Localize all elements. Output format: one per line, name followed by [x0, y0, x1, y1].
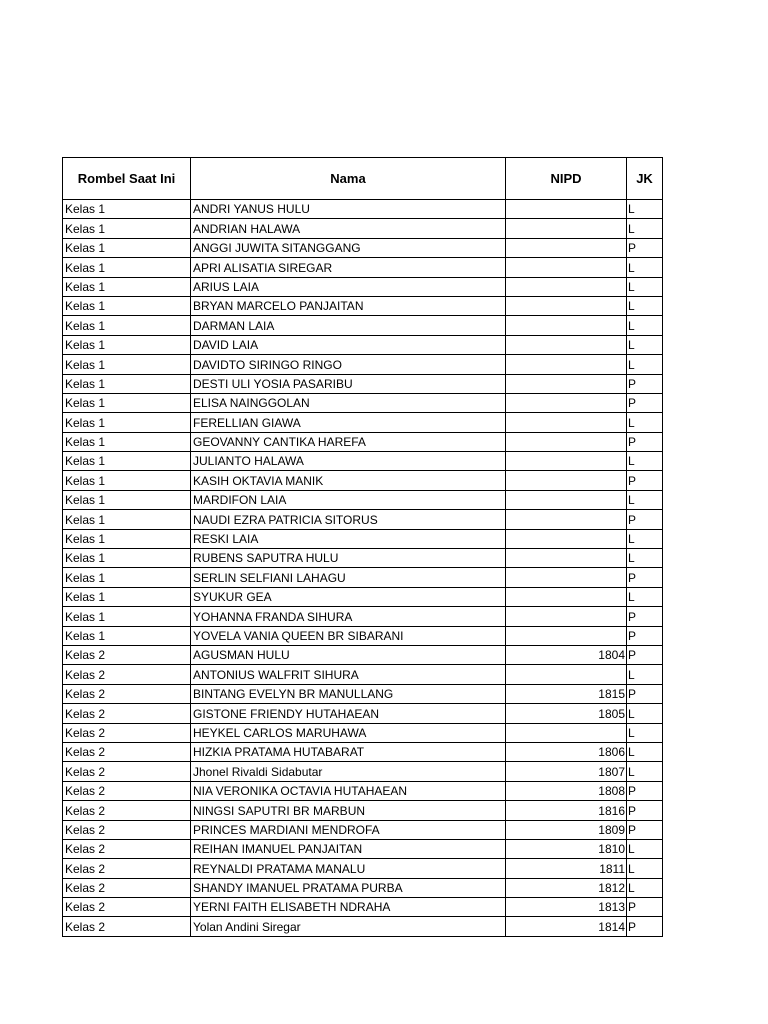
cell-nipd: 1811 [506, 859, 627, 878]
cell-nipd [506, 200, 627, 219]
cell-nama: DAVID LAIA [191, 335, 506, 354]
cell-jk: L [627, 258, 663, 277]
cell-rombel: Kelas 1 [63, 432, 191, 451]
cell-jk: P [627, 510, 663, 529]
cell-nipd [506, 471, 627, 490]
cell-rombel: Kelas 2 [63, 684, 191, 703]
header-nipd: NIPD [506, 158, 627, 200]
cell-jk: P [627, 626, 663, 645]
cell-nipd [506, 452, 627, 471]
cell-nipd [506, 393, 627, 412]
cell-nama: ANDRI YANUS HULU [191, 200, 506, 219]
table-row [63, 258, 663, 277]
cell-nama: AGUSMAN HULU [191, 645, 506, 664]
cell-nipd [506, 374, 627, 393]
cell-nama: Yolan Andini Siregar [191, 917, 506, 936]
cell-nama: Jhonel Rivaldi Sidabutar [191, 762, 506, 781]
cell-nama: BRYAN MARCELO PANJAITAN [191, 296, 506, 315]
cell-rombel: Kelas 1 [63, 452, 191, 471]
cell-rombel: Kelas 1 [63, 568, 191, 587]
cell-nipd [506, 219, 627, 238]
cell-nipd: 1806 [506, 742, 627, 761]
cell-nipd: 1809 [506, 820, 627, 839]
cell-jk: L [627, 413, 663, 432]
cell-nipd [506, 490, 627, 509]
cell-rombel: Kelas 1 [63, 374, 191, 393]
cell-nipd [506, 335, 627, 354]
cell-nama: GISTONE FRIENDY HUTAHAEAN [191, 704, 506, 723]
cell-rombel: Kelas 1 [63, 607, 191, 626]
cell-rombel: Kelas 2 [63, 878, 191, 897]
cell-nama: NIA VERONIKA OCTAVIA HUTAHAEAN [191, 781, 506, 800]
cell-jk: P [627, 374, 663, 393]
cell-jk: P [627, 393, 663, 412]
cell-nipd: 1812 [506, 878, 627, 897]
cell-jk: L [627, 587, 663, 606]
cell-jk: P [627, 471, 663, 490]
table-row [63, 839, 663, 858]
cell-nipd [506, 665, 627, 684]
cell-rombel: Kelas 1 [63, 296, 191, 315]
cell-rombel: Kelas 2 [63, 665, 191, 684]
cell-rombel: Kelas 1 [63, 238, 191, 257]
cell-jk: L [627, 742, 663, 761]
cell-jk: P [627, 432, 663, 451]
table-row [63, 878, 663, 897]
cell-jk: L [627, 277, 663, 296]
cell-nipd: 1808 [506, 781, 627, 800]
cell-rombel: Kelas 2 [63, 839, 191, 858]
cell-rombel: Kelas 1 [63, 490, 191, 509]
table-row [63, 355, 663, 374]
cell-jk: L [627, 490, 663, 509]
table-row [63, 277, 663, 296]
header-jk: JK [627, 158, 663, 200]
cell-nama: APRI ALISATIA SIREGAR [191, 258, 506, 277]
cell-nama: GEOVANNY CANTIKA HAREFA [191, 432, 506, 451]
cell-rombel: Kelas 1 [63, 219, 191, 238]
cell-jk: L [627, 452, 663, 471]
table-row [63, 645, 663, 664]
cell-jk: P [627, 801, 663, 820]
cell-nama: SHANDY IMANUEL PRATAMA PURBA [191, 878, 506, 897]
cell-nipd: 1816 [506, 801, 627, 820]
table-row [63, 607, 663, 626]
cell-jk: L [627, 335, 663, 354]
table-row [63, 413, 663, 432]
cell-nipd [506, 607, 627, 626]
cell-jk: L [627, 859, 663, 878]
cell-rombel: Kelas 2 [63, 898, 191, 917]
cell-jk: P [627, 607, 663, 626]
cell-jk: P [627, 781, 663, 800]
table-row [63, 820, 663, 839]
cell-jk: P [627, 645, 663, 664]
cell-nipd: 1810 [506, 839, 627, 858]
cell-rombel: Kelas 2 [63, 820, 191, 839]
cell-nama: ARIUS LAIA [191, 277, 506, 296]
table-row [63, 452, 663, 471]
cell-nama: ANDRIAN HALAWA [191, 219, 506, 238]
cell-nipd [506, 510, 627, 529]
cell-rombel: Kelas 1 [63, 355, 191, 374]
cell-nama: RESKI LAIA [191, 529, 506, 548]
cell-nipd [506, 432, 627, 451]
cell-jk: L [627, 704, 663, 723]
cell-rombel: Kelas 1 [63, 529, 191, 548]
cell-nama: DAVIDTO SIRINGO RINGO [191, 355, 506, 374]
cell-jk: L [627, 665, 663, 684]
cell-nipd [506, 723, 627, 742]
table-row [63, 219, 663, 238]
cell-rombel: Kelas 2 [63, 859, 191, 878]
cell-nipd: 1813 [506, 898, 627, 917]
cell-nama: REIHAN IMANUEL PANJAITAN [191, 839, 506, 858]
cell-nama: YERNI FAITH ELISABETH NDRAHA [191, 898, 506, 917]
table-row [63, 200, 663, 219]
student-roster [62, 157, 663, 937]
cell-nama: RUBENS SAPUTRA HULU [191, 549, 506, 568]
cell-nama: SYUKUR GEA [191, 587, 506, 606]
cell-nipd [506, 529, 627, 548]
cell-rombel: Kelas 2 [63, 801, 191, 820]
cell-rombel: Kelas 1 [63, 587, 191, 606]
table-row [63, 626, 663, 645]
cell-nipd [506, 626, 627, 645]
cell-rombel: Kelas 1 [63, 258, 191, 277]
table-row [63, 529, 663, 548]
cell-rombel: Kelas 1 [63, 413, 191, 432]
header-rombel: Rombel Saat Ini [63, 158, 191, 200]
cell-nama: ELISA NAINGGOLAN [191, 393, 506, 412]
cell-rombel: Kelas 2 [63, 917, 191, 936]
table-body [63, 200, 663, 937]
cell-jk: L [627, 549, 663, 568]
table-row [63, 801, 663, 820]
cell-nipd: 1815 [506, 684, 627, 703]
table-row [63, 587, 663, 606]
cell-jk: L [627, 316, 663, 335]
cell-jk: P [627, 684, 663, 703]
cell-nama: NAUDI EZRA PATRICIA SITORUS [191, 510, 506, 529]
cell-nipd: 1805 [506, 704, 627, 723]
cell-nama: YOHANNA FRANDA SIHURA [191, 607, 506, 626]
table-row [63, 568, 663, 587]
cell-rombel: Kelas 1 [63, 316, 191, 335]
cell-rombel: Kelas 2 [63, 645, 191, 664]
table-row [63, 898, 663, 917]
table-row [63, 393, 663, 412]
cell-nipd [506, 587, 627, 606]
cell-jk: L [627, 200, 663, 219]
cell-nipd [506, 316, 627, 335]
cell-nama: SERLIN SELFIANI LAHAGU [191, 568, 506, 587]
table-row [63, 917, 663, 936]
table-row [63, 490, 663, 509]
cell-nipd: 1807 [506, 762, 627, 781]
table-row [63, 762, 663, 781]
cell-nipd [506, 277, 627, 296]
cell-jk: P [627, 238, 663, 257]
cell-jk: L [627, 839, 663, 858]
table-row [63, 723, 663, 742]
cell-rombel: Kelas 1 [63, 510, 191, 529]
cell-rombel: Kelas 1 [63, 549, 191, 568]
cell-jk: L [627, 529, 663, 548]
table-row [63, 432, 663, 451]
table-row [63, 549, 663, 568]
cell-nama: JULIANTO HALAWA [191, 452, 506, 471]
table-row [63, 742, 663, 761]
header-row [63, 158, 663, 200]
cell-nama: MARDIFON LAIA [191, 490, 506, 509]
cell-jk: L [627, 355, 663, 374]
table-row [63, 510, 663, 529]
cell-nama: HEYKEL CARLOS MARUHAWA [191, 723, 506, 742]
cell-jk: P [627, 898, 663, 917]
cell-nama: DARMAN LAIA [191, 316, 506, 335]
cell-rombel: Kelas 1 [63, 471, 191, 490]
cell-nama: BINTANG EVELYN BR MANULLANG [191, 684, 506, 703]
cell-nipd [506, 413, 627, 432]
cell-nama: REYNALDI PRATAMA MANALU [191, 859, 506, 878]
cell-nipd: 1804 [506, 645, 627, 664]
cell-rombel: Kelas 2 [63, 762, 191, 781]
cell-rombel: Kelas 2 [63, 742, 191, 761]
cell-rombel: Kelas 1 [63, 393, 191, 412]
cell-nama: HIZKIA PRATAMA HUTABARAT [191, 742, 506, 761]
table-row [63, 471, 663, 490]
cell-nama: KASIH OKTAVIA MANIK [191, 471, 506, 490]
cell-nama: ANTONIUS WALFRIT SIHURA [191, 665, 506, 684]
table-row [63, 684, 663, 703]
student-table [62, 157, 663, 937]
cell-rombel: Kelas 1 [63, 335, 191, 354]
cell-jk: P [627, 917, 663, 936]
cell-nipd [506, 296, 627, 315]
table-row [63, 704, 663, 723]
table-row [63, 374, 663, 393]
table-row [63, 238, 663, 257]
cell-rombel: Kelas 1 [63, 626, 191, 645]
cell-nipd [506, 258, 627, 277]
cell-nama: DESTI ULI YOSIA PASARIBU [191, 374, 506, 393]
header-nama: Nama [191, 158, 506, 200]
cell-nama: ANGGI JUWITA SITANGGANG [191, 238, 506, 257]
table-row [63, 859, 663, 878]
table-row [63, 316, 663, 335]
cell-nipd [506, 549, 627, 568]
cell-nama: PRINCES MARDIANI MENDROFA [191, 820, 506, 839]
cell-nipd [506, 355, 627, 374]
cell-jk: L [627, 219, 663, 238]
cell-nama: YOVELA VANIA QUEEN BR SIBARANI [191, 626, 506, 645]
cell-nipd: 1814 [506, 917, 627, 936]
table-row [63, 665, 663, 684]
cell-jk: P [627, 820, 663, 839]
cell-jk: L [627, 296, 663, 315]
cell-rombel: Kelas 1 [63, 200, 191, 219]
cell-rombel: Kelas 1 [63, 277, 191, 296]
cell-rombel: Kelas 2 [63, 704, 191, 723]
cell-rombel: Kelas 2 [63, 723, 191, 742]
cell-nipd [506, 568, 627, 587]
cell-nipd [506, 238, 627, 257]
cell-jk: L [627, 878, 663, 897]
cell-nama: NINGSI SAPUTRI BR MARBUN [191, 801, 506, 820]
table-row [63, 781, 663, 800]
cell-rombel: Kelas 2 [63, 781, 191, 800]
cell-jk: L [627, 762, 663, 781]
cell-jk: P [627, 568, 663, 587]
cell-nama: FERELLIAN GIAWA [191, 413, 506, 432]
cell-jk: L [627, 723, 663, 742]
table-row [63, 335, 663, 354]
table-row [63, 296, 663, 315]
